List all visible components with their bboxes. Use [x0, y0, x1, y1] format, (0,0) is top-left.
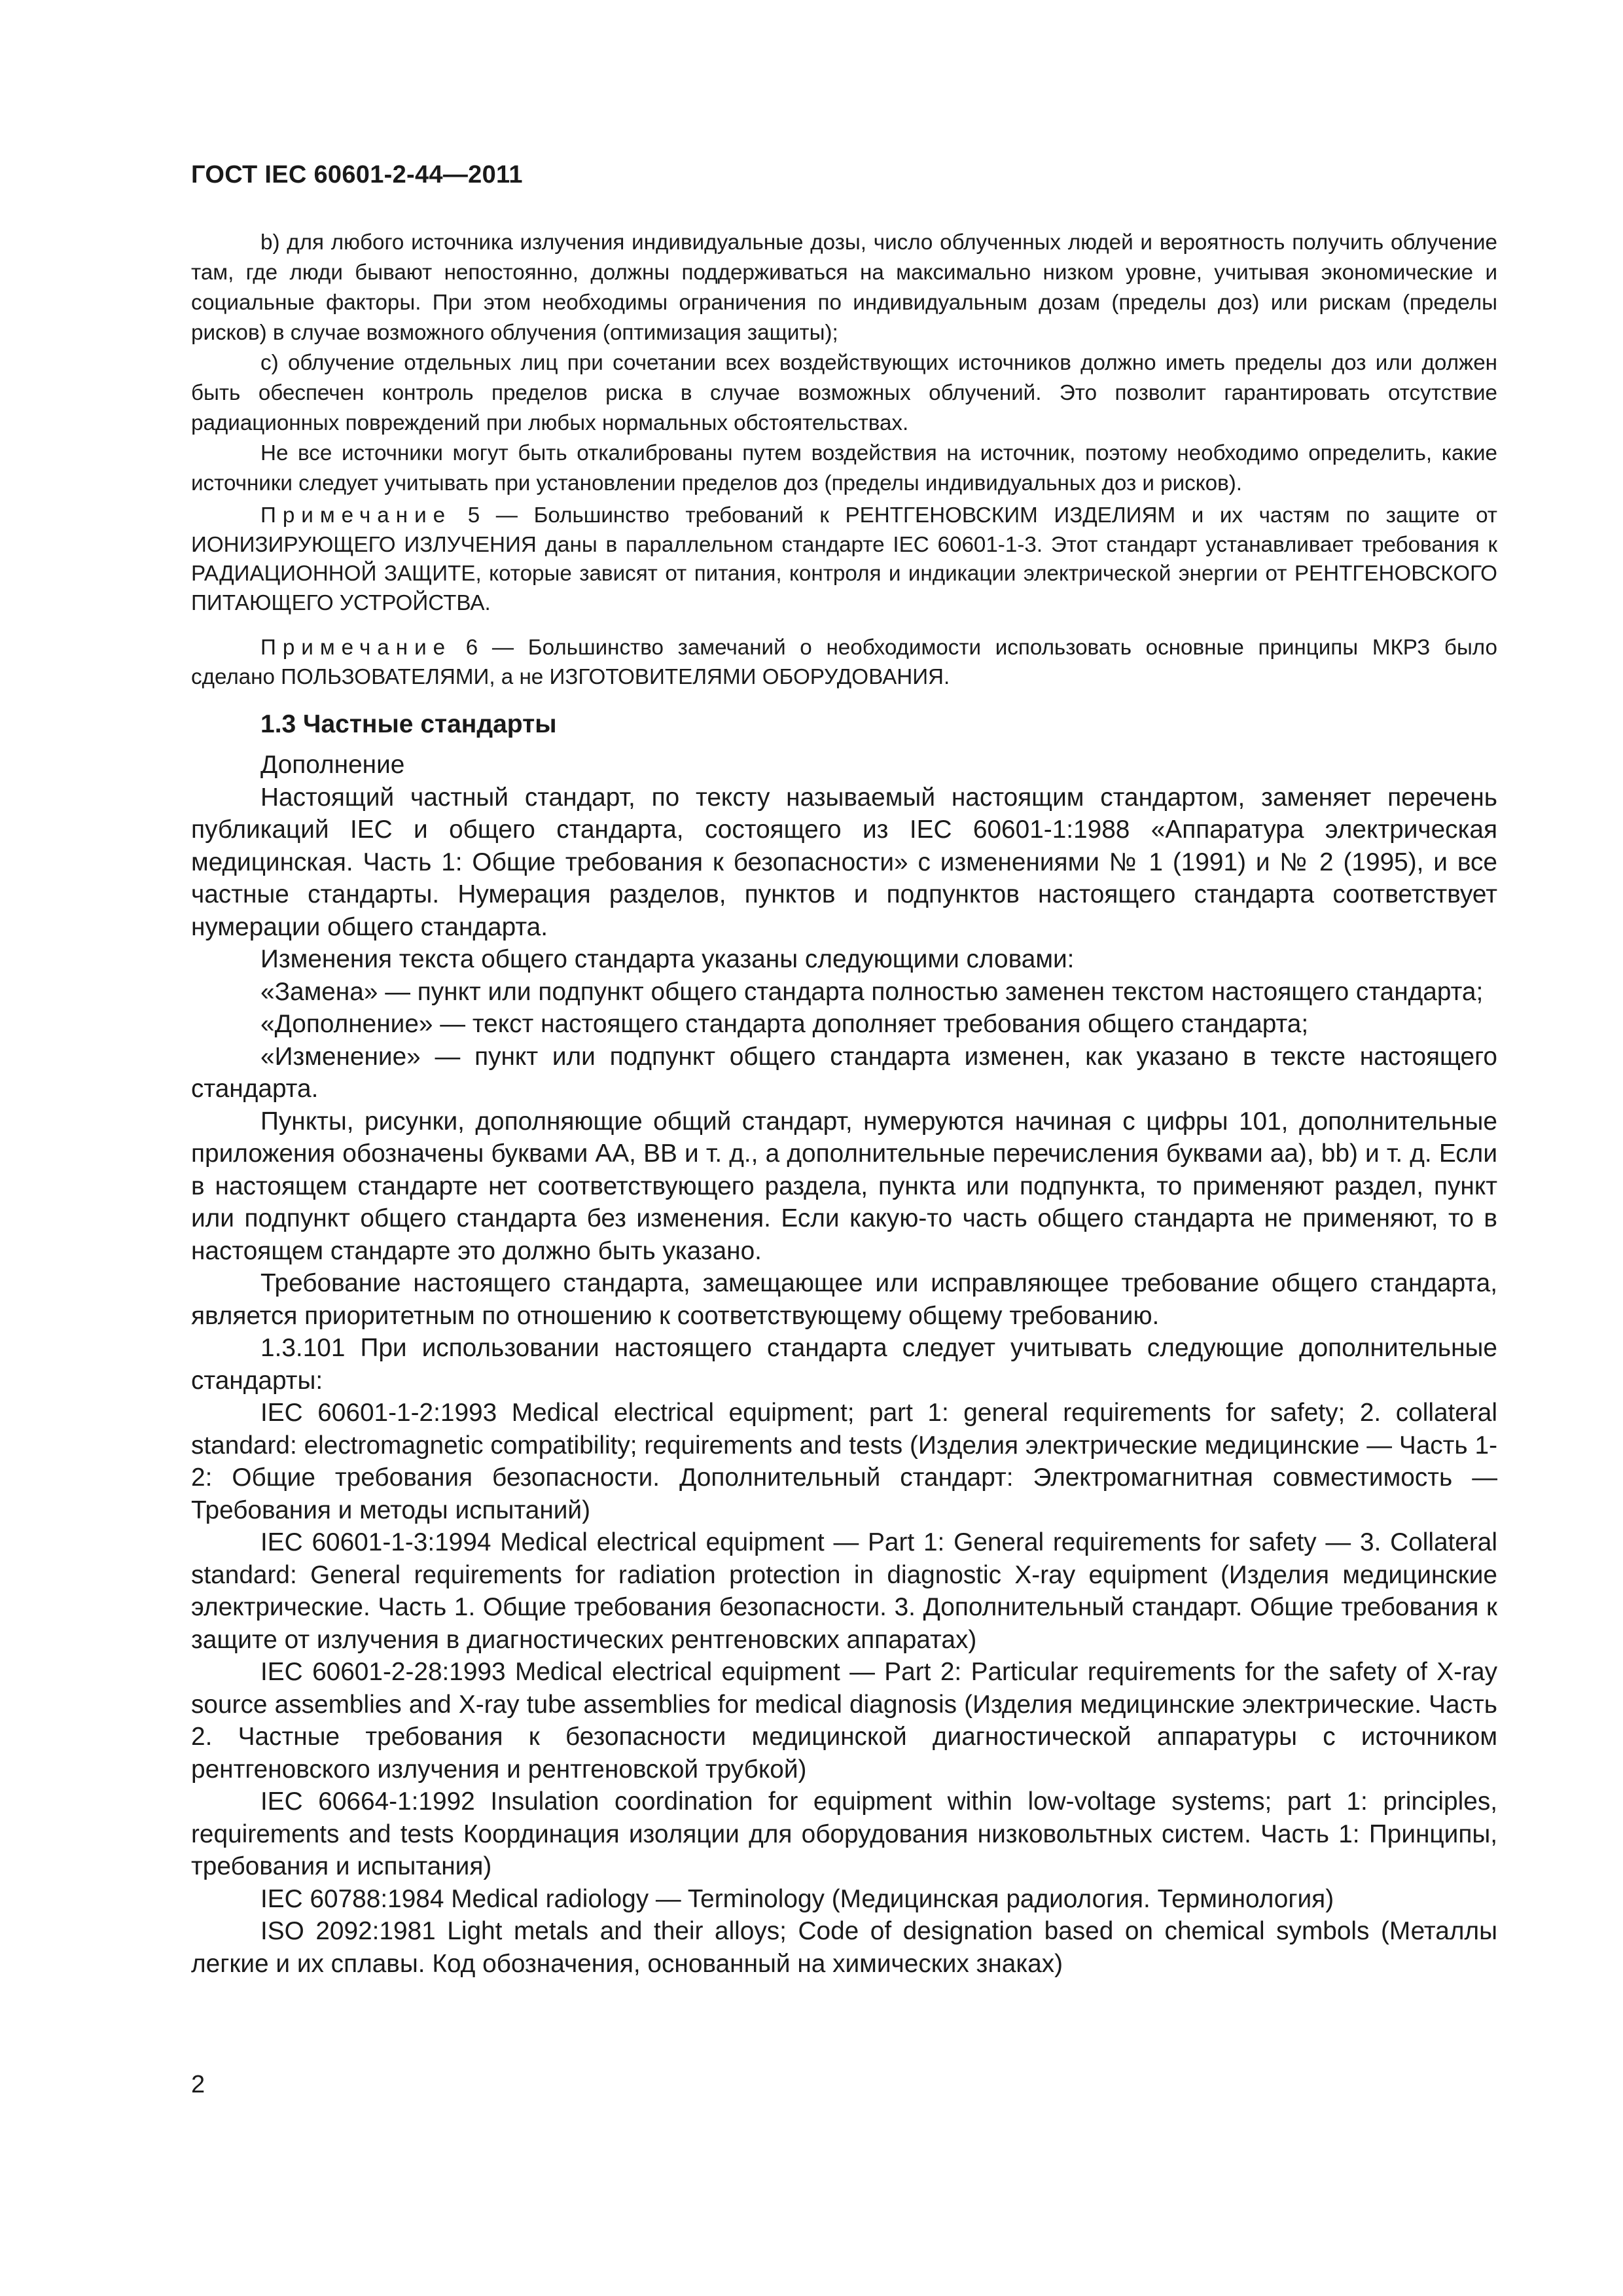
reference-iso-2092: ISO 2092:1981 Light metals and their alloys; Code of designation based on chemical symbols (Металлы легкие и их сплавы. Код обозначения, основанный на химических знаках): [191, 1917, 1497, 1978]
note-5: [191, 501, 1497, 618]
paragraph-c: c) облучение отдельных лиц при сочетании всех воздействующих источников должно иметь пределы доз или должен быть обеспечен контроль пределов риска в случае возможных облучений. Это позволит гарантировать отсутствие радиационных повреждений при любых нормальных обстоятельствах.: [191, 351, 1497, 435]
reference-iec-60601-2-28: IEC 60601-2-28:1993 Medical electrical equipment — Part 2: Particular requirements for the safety of X-ray source assemblies and X-ray tube assemblies for medical diagnosis (Изделия медицинские электрические. Часть 2. Частные требования к безопасности медицинской диагностической аппаратуры с источником рентгеновского излучения и рентгеновской трубкой): [191, 1658, 1497, 1784]
reference-iec-60788: IEC 60788:1984 Medical radiology — Terminology (Медицинская радиология. Терминология): [260, 1884, 1334, 1913]
note-label: Примечание: [260, 503, 452, 528]
paragraph-addition: «Дополнение» — текст настоящего стандарта дополняет требования общего стандарта;: [260, 1010, 1309, 1038]
paragraph-addition-label: Дополнение: [260, 751, 405, 779]
paragraph-modification: «Изменение» — пункт или подпункт общего стандарта изменен, как указано в тексте настоящего стандарта.: [191, 1042, 1497, 1103]
paragraph-intro: Настоящий частный стандарт, по тексту называемый настоящим стандартом, заменяет перечень публикаций IEC и общего стандарта, состоящего из IEC 60601-1:1988 «Аппаратура электрическая медицинская. Часть 1: Общие требования к безопасности» с изменениями № 1 (1991) и № 2 (1995), и все частные стандарты. Нумерация разделов, пунктов и подпунктов настоящего стандарта соответствует нумерации общего стандарта.: [191, 783, 1497, 941]
section-body: [191, 749, 1497, 1980]
paragraph-numbering: Пункты, рисунки, дополняющие общий стандарт, нумеруются начиная с цифры 101, дополнительные приложения обозначены буквами AA, BB и т. д., а дополнительные перечисления буквами аа), bb) и т. д. Если в настоящем стандарте нет соответствующего раздела, пункта или подпункта, то применяют раздел, пункт или подпункт общего стандарта без изменения. Если какую-то часть общего стандарта не применяют, то в настоящем стандарте это должно быть указано.: [191, 1107, 1497, 1265]
note-label: Примечание: [260, 636, 452, 660]
reference-iec-60601-1-3: IEC 60601-1-3:1994 Medical electrical equipment — Part 1: General requirements for safety — 3. Collateral standard: General requirements for radiation protection in diagnostic X-ray equipment (Изделия медицинские электрические. Часть 1. Общие требования безопасности. 3. Дополнительный стандарт. Общие требования к защите от излучения в диагностических рентгеновских аппаратах): [191, 1528, 1497, 1654]
note-text: 5 — Большинство требований к РЕНТГЕНОВСКИМ ИЗДЕЛИЯМ и их частям по защите от ИОНИЗИРУЮЩЕГО ИЗЛУЧЕНИЯ даны в параллельном стандарте IEC 60601-1-3. Этот стандарт устанавливает требования к РАДИАЦИОННОЙ ЗАЩИТЕ, которые зависят от питания, контроля и индикации электрической энергии от РЕНТГЕНОВСКОГО ПИТАЮЩЕГО УСТРОЙСТВА.: [191, 503, 1497, 615]
note-6: [191, 634, 1497, 692]
notes-block: [191, 501, 1497, 692]
reference-iec-60601-1-2: IEC 60601-1-2:1993 Medical electrical equipment; part 1: general requirements for safety; 2. collateral standard: electromagnetic compatibility; requirements and tests (Изделия электрические медицинские — Часть 1-2: Общие требования безопасности. Дополнительный стандарт: Электромагнитная совместимость — Требования и методы испытаний): [191, 1399, 1497, 1524]
paragraph-changes: Изменения текста общего стандарта указаны следующими словами:: [260, 945, 1075, 973]
document-header: ГОСТ IEC 60601-2-44—2011: [191, 161, 523, 188]
section-title: 1.3 Частные стандарты: [260, 710, 557, 738]
page-number: 2: [191, 2071, 205, 2098]
top-paragraphs: [191, 228, 1497, 499]
paragraph-replacement: «Замена» — пункт или подпункт общего стандарта полностью заменен текстом настоящего стандарта;: [260, 977, 1484, 1006]
paragraph-calibration: Не все источники могут быть откалиброваны путем воздействия на источник, поэтому необходимо определить, какие источники следует учитывать при установлении пределов доз (пределы индивидуальных доз и рисков).: [191, 441, 1497, 495]
reference-iec-60664-1: IEC 60664-1:1992 Insulation coordination for equipment within low-voltage systems; part 1: principles, requirements and tests Координация изоляции для оборудования низковольтных систем. Часть 1: Принципы, требования и испытания): [191, 1787, 1497, 1880]
paragraph-b: b) для любого источника излучения индивидуальные дозы, число облученных людей и вероятность получить облучение там, где люди бывают непостоянно, должны поддерживаться на максимально низком уровне, учитывая экономические и социальные факторы. При этом необходимы ограничения по индивидуальным дозам (пределы доз) или рискам (пределы рисков) в случае возможного облучения (оптимизация защиты);: [191, 230, 1497, 345]
paragraph-1-3-101: 1.3.101 При использовании настоящего стандарта следует учитывать следующие дополнительные стандарты:: [191, 1334, 1497, 1395]
note-text: 6 — Большинство замечаний о необходимости использовать основные принципы МКРЗ было сделано ПОЛЬЗОВАТЕЛЯМИ, а не ИЗГОТОВИТЕЛЯМИ ОБОРУДОВАНИЯ.: [191, 636, 1497, 689]
paragraph-priority: Требование настоящего стандарта, замещающее или исправляющее требование общего стандарта, является приоритетным по отношению к соответствующему общему требованию.: [191, 1269, 1497, 1330]
